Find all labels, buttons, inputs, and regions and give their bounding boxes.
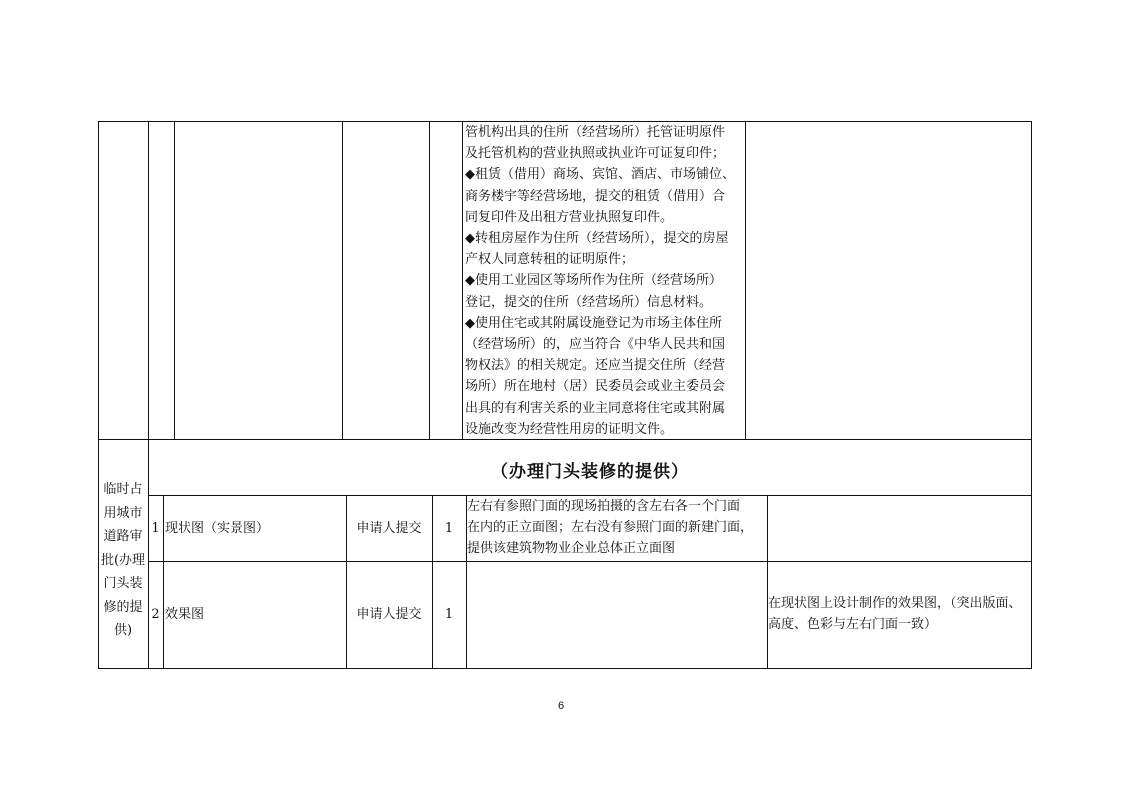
top-requirement-text (465, 122, 745, 440)
category-line: 临时占 (103, 482, 143, 497)
category-line: 用城市 (103, 505, 143, 521)
page-number: 6 (557, 700, 565, 712)
requirement-line: 同复印件及出租方营业执照复印件。 (465, 209, 674, 225)
row-source: 申请人提交 (356, 607, 422, 622)
category-line: 道路审 (103, 529, 143, 544)
requirement-line: 在内的正立面图；左右没有参照门面的新建门面， (467, 520, 754, 535)
row-count: 1 (444, 607, 454, 622)
remark-line: 高度、色彩与左右门面一致） (768, 617, 938, 632)
requirement-line: （经营场所）的，应当符合《中华人民共和国 (465, 337, 726, 353)
row-index: 2 (151, 607, 160, 622)
requirement-line: 左右有参照门面的现场拍摄的含左右各一个门面 (467, 499, 741, 514)
requirement-line: 设施改变为经营性用房的证明文件。 (465, 421, 674, 437)
requirement-line: 场所）所在地村（居）民委员会或业主委员会 (465, 379, 726, 395)
category-line: 修的提 (103, 599, 143, 615)
requirement-line: 出具的有利害关系的业主同意将住宅或其附属 (465, 400, 726, 416)
requirement-line: 管机构出具的住所（经营场所）托管证明原件 (465, 125, 726, 140)
requirement-line: 产权人同意转租的证明原件； (465, 252, 635, 268)
section-title: （办理门头装修的提供） (491, 462, 689, 482)
requirement-line: 登记，提交的住所（经营场所）信息材料。 (465, 294, 713, 310)
row-material-name: 效果图 (165, 607, 205, 622)
category-cell (98, 478, 148, 643)
requirement-line: 物权法》的相关规定。还应当提交住所（经营 (465, 358, 726, 374)
row-count: 1 (444, 521, 454, 536)
requirement-line: ◆使用工业园区等场所作为住所（经营场所） (465, 273, 722, 289)
requirement-line: 商务楼宇等经营场地，提交的租赁（借用）合 (465, 188, 726, 204)
requirement-line: ◆租赁（借用）商场、宾馆、酒店、市场铺位、 (465, 167, 735, 183)
row-material-name: 现状图（实景图） (165, 521, 270, 536)
row-remark (768, 593, 1031, 635)
category-line: 供) (113, 623, 133, 638)
requirement-line: 及托管机构的营业执照或执业许可证复印件； (465, 146, 726, 162)
requirement-line: ◆使用住宅或其附属设施登记为市场主体住所 (465, 315, 722, 331)
row-index: 1 (151, 521, 160, 536)
remark-line: 在现状图上设计制作的效果图，（突出版面、 (768, 596, 1022, 611)
category-line: 批(办理 (100, 552, 146, 568)
requirement-line: 提供该建筑物物业企业总体正立面图 (467, 541, 676, 556)
row-requirement (467, 496, 767, 559)
row-source: 申请人提交 (356, 521, 422, 536)
requirement-line: ◆转租房屋作为住所（经营场所），提交的房屋 (465, 231, 729, 247)
category-line: 门头装 (103, 576, 143, 591)
